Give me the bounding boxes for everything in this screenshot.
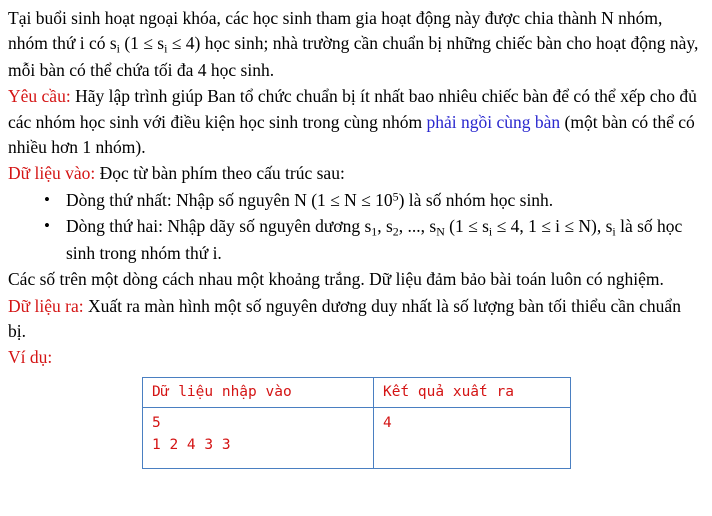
output-section-paragraph [8, 294, 702, 345]
intro-text-before: Tại buổi sinh hoạt ngoại khóa, các học sinh tham gia hoạt động này được chia thành N nhóm, nhóm thứ i có s [8, 8, 663, 54]
output-line-1: 4 [383, 414, 392, 431]
bullet-2-text-d: ≤ 4, 1 ≤ i ≤ N), s [492, 216, 613, 237]
note-paragraph: Các số trên một dòng cách nhau một khoảng trắng. Dữ liệu đảm bảo bài toán luôn có nghiệm. [8, 269, 664, 290]
cell-output-data [374, 407, 571, 468]
bullet-2-sub-2: 2 [392, 224, 399, 239]
input-line-1: 5 [152, 414, 161, 431]
bullet-1-superscript: 5 [392, 189, 399, 204]
bullet-1-text-before: Dòng thứ nhất: Nhập số nguyên N (1 ≤ N ≤ 10 [66, 189, 393, 210]
intro-subscript-i-1: i [116, 41, 120, 56]
requirement-highlight: phải ngồi cùng bàn [426, 111, 561, 132]
bullet-2-sub-3: N [436, 224, 445, 239]
list-item [66, 188, 702, 213]
input-section-paragraph [8, 161, 702, 186]
list-item [66, 214, 702, 266]
example-io-table [142, 377, 571, 469]
intro-text-mid: (1 ≤ s [119, 33, 165, 54]
output-section-text: Xuất ra màn hình một số nguyên dương duy nhất là số lượng bàn tối thiểu cần chuẩn bị. [8, 295, 681, 341]
requirement-text-after: (một bàn có thể có nhiều hơn 1 nhóm). [8, 111, 695, 158]
requirement-label: Yêu cầu: [8, 86, 71, 107]
bullet-2-text-before: Dòng thứ hai: Nhập dãy số nguyên dương s [66, 216, 372, 237]
bullet-2-sub-4: i [488, 224, 493, 239]
requirement-paragraph [8, 84, 702, 160]
table-header-row [143, 377, 571, 407]
intro-subscript-i-2: i [164, 41, 168, 56]
input-section-label: Dữ liệu vào: [8, 163, 96, 184]
example-table-head [143, 377, 571, 407]
example-table-wrapper [8, 377, 702, 469]
example-label-text: Ví dụ: [8, 347, 53, 368]
bullet-2-text-b: , ..., s [398, 216, 437, 237]
bullet-2-text-c: (1 ≤ s [444, 216, 489, 237]
input-line-2: 1 2 4 3 3 [152, 437, 231, 454]
column-header-input: Dữ liệu nhập vào [143, 377, 374, 407]
input-bullet-list [8, 188, 702, 266]
cell-input-data [143, 407, 374, 468]
bullet-1-text-after: ) là số nhóm học sinh. [398, 189, 554, 210]
bullet-2-sub-5: i [612, 224, 616, 239]
bullet-2-text-a: , s [377, 216, 393, 237]
example-label [8, 345, 702, 370]
bullet-2-text-e: là số học sinh trong nhóm thứ i. [66, 216, 683, 263]
problem-intro-paragraph [8, 6, 702, 83]
table-row [143, 407, 571, 468]
requirement-text-before: Hãy lập trình giúp Ban tổ chức chuẩn bị ít nhất bao nhiêu chiếc bàn để có thể xếp cho đủ các nhóm học sinh với điều kiện học sinh trong cùng nhóm [8, 86, 697, 132]
intro-text-after: ≤ 4) học sinh; nhà trường cần chuẩn bị những chiếc bàn cho hoạt động này, mỗi bàn có thể chứa tối đa 4 học sinh. [8, 33, 699, 80]
input-section-text: Đọc từ bàn phím theo cấu trúc sau: [95, 163, 345, 184]
example-table-body [143, 407, 571, 468]
bullet-2-sub-1: 1 [371, 224, 378, 239]
column-header-output: Kết quả xuất ra [374, 377, 571, 407]
output-section-label: Dữ liệu ra: [8, 295, 84, 316]
